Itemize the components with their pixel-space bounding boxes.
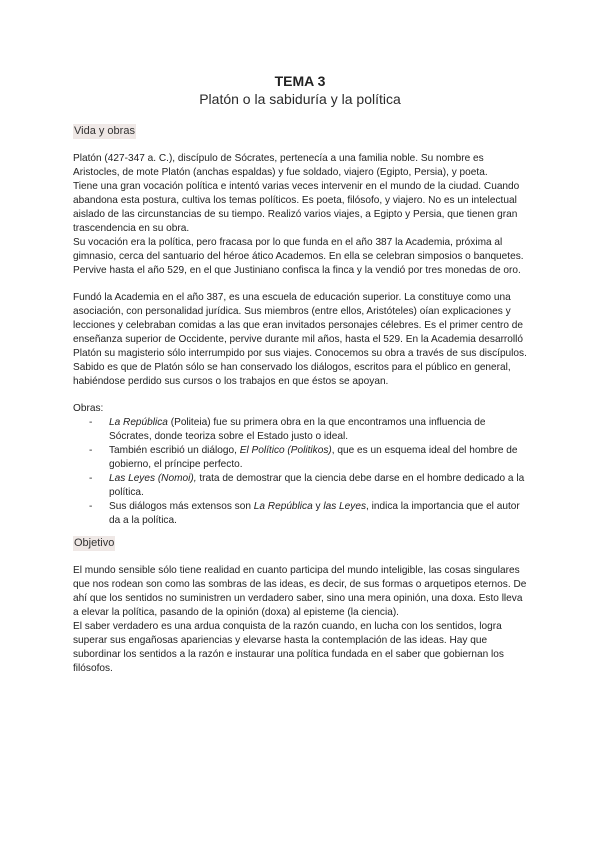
list-item-text: (Politeia) fue su primera obra en la que encontramos una influencia de Sócrates, donde teoriza sobre el Estado justo o ideal.: [109, 417, 486, 442]
work-title: Las Leyes (Nomoi),: [109, 473, 197, 484]
list-item-text: , indica la importancia que el autor da a la política.: [109, 501, 520, 526]
list-item-text: Sus diálogos más extensos son: [109, 501, 254, 512]
list-item: [73, 472, 528, 500]
document-body: [73, 124, 528, 676]
list-dash: -: [89, 445, 93, 456]
work-title: El Político (Politikos): [239, 445, 332, 456]
paragraph: Platón (427-347 a. C.), discípulo de Sócrates, pertenecía a una familia noble. Su nombre es Aristocles, de mote Platón (anchas espaldas) y fue soldado, viajero (Egipto, Persia), y poeta.: [73, 153, 488, 178]
list-item-text: trata de demostrar que la ciencia debe darse en el hombre dedicado a la política.: [109, 473, 525, 498]
paragraph: Su vocación era la política, pero fracasa por lo que funda en el año 387 la Academia, próxima al gimnasio, cerca del santuario del héroe ático Academos. En ella se celebran simposios o banquetes. Pervive hasta el año 529, en el que Justiniano confisca la finca y la vendió por tres monedas de oro.: [73, 237, 524, 276]
work-title: las Leyes: [323, 501, 366, 512]
page-title: TEMA 3: [274, 73, 326, 89]
list-dash: -: [89, 473, 93, 484]
list-item: [73, 444, 528, 472]
paragraph: Fundó la Academia en el año 387, es una escuela de educación superior. La constituye como una asociación, con personalidad jurídica. Sus miembros (entre ellos, Aristóteles) oían explicaciones y lecciones y celebraban comidas a las que eran invitados personajes célebres. Es el primer centro de enseñanza superior de Occidente, pervive durante mil años, hasta el 529. En la Academia desarrolló Platón su magisterio sólo interrumpido por sus viajes. Conocemos su obra a través de sus discípulos. Sabido es que de Platón sólo se han conservado los diálogos, escritos para el público en general, habiéndose perdido sus cursos o los trabajos en que éstos se apoyan.: [73, 292, 527, 387]
paragraph: Tiene una gran vocación política e intentó varias veces intervenir en el mundo de la ciudad. Cuando abandona esta postura, cultiva los temas políticos. Es poeta, filósofo, y viajero. No es un intelectual aislado de las circunstancias de su tiempo. Realizó varios viajes, a Egipto y Persia, que tienen gran trascendencia en su obra.: [73, 181, 520, 234]
list-dash: -: [89, 501, 93, 512]
page-subtitle: Platón o la sabiduría y la política: [199, 91, 401, 107]
list-dash: -: [89, 417, 93, 428]
paragraph: El mundo sensible sólo tiene realidad en cuanto participa del mundo inteligible, las cosas singulares que nos rodean son como las sombras de las ideas, es decir, de sus formas o arquetipos eternos. De ahí que los sentidos no suministren un verdadero saber, sino una mera opinión, una doxa. Esto lleva a elevar la política, pasando de la opinión (doxa) al episteme (la ciencia).: [73, 565, 527, 618]
section-heading-objetivo: Objetivo: [74, 537, 115, 549]
obras-list: [73, 416, 528, 528]
list-item: [73, 416, 528, 444]
work-title: La República: [109, 417, 168, 428]
list-item: [73, 500, 528, 528]
work-title: La República: [253, 501, 313, 512]
list-item-text: También escribió un diálogo,: [109, 445, 240, 456]
section-heading-vida: Vida y obras: [74, 125, 135, 137]
list-item-text: y: [312, 501, 324, 512]
list-item-text: , que es un esquema ideal del hombre de gobierno, el príncipe perfecto.: [109, 445, 518, 470]
title-block: [0, 72, 600, 108]
obras-label: Obras:: [73, 403, 104, 414]
paragraph: El saber verdadero es una ardua conquista de la razón cuando, en lucha con los sentidos, logra superar sus engañosas apariencias y elevarse hasta la contemplación de las ideas. Hay que subordinar los sentidos a la razón e instaurar una política fundada en el saber que gobiernan los filósofos.: [73, 621, 504, 674]
